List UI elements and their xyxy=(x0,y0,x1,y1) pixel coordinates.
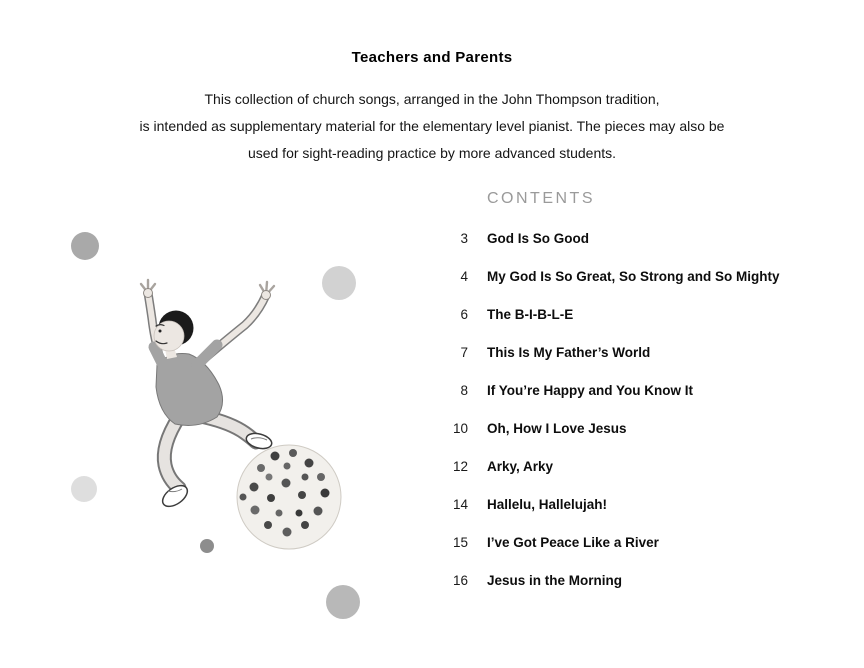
contents-row xyxy=(440,409,840,447)
contents-song-title: This Is My Father’s World xyxy=(487,344,651,360)
contents-page-number: 10 xyxy=(452,420,468,436)
contents-row xyxy=(440,485,840,523)
contents-page-number: 6 xyxy=(460,306,468,322)
intro-line: used for sight-reading practice by more advanced students. xyxy=(247,145,617,161)
contents-page-number: 15 xyxy=(452,534,468,550)
contents-song-title: Oh, How I Love Jesus xyxy=(487,420,627,436)
contents-page-number: 12 xyxy=(452,458,468,474)
child-on-polka-dot-ball-illustration xyxy=(55,225,385,625)
contents-row xyxy=(440,333,840,371)
contents-row xyxy=(440,523,840,561)
intro-line: This collection of church songs, arranged in the John Thompson tradition, xyxy=(204,91,660,107)
page-title: Teachers and Parents xyxy=(351,49,513,66)
contents-row xyxy=(440,257,840,295)
contents-list xyxy=(440,219,840,599)
contents-row xyxy=(440,447,840,485)
contents-page-number: 8 xyxy=(460,382,468,398)
contents-page-number: 14 xyxy=(452,496,468,512)
contents-row xyxy=(440,561,840,599)
contents-song-title: The B-I-B-L-E xyxy=(487,306,574,322)
contents-song-title: Arky, Arky xyxy=(487,458,554,474)
intro-line: is intended as supplementary material for the elementary level pianist. The pieces may also be xyxy=(139,118,725,134)
contents-page-number: 4 xyxy=(460,268,468,284)
polka-dot-ball xyxy=(237,445,341,549)
contents-row xyxy=(440,295,840,333)
contents-row xyxy=(440,219,840,257)
contents-song-title: If You’re Happy and You Know It xyxy=(487,382,694,398)
sneaker-on-ball xyxy=(245,431,274,451)
contents-song-title: God Is So Good xyxy=(487,230,589,246)
contents-page-number: 7 xyxy=(460,344,468,360)
contents-row xyxy=(440,371,840,409)
contents-page-number: 16 xyxy=(452,572,468,588)
child-ball-drawing xyxy=(55,225,385,625)
contents-heading: CONTENTS xyxy=(487,190,595,207)
contents-page-number: 3 xyxy=(460,230,468,246)
contents-song-title: Hallelu, Hallelujah! xyxy=(487,496,608,512)
contents-song-title: I’ve Got Peace Like a River xyxy=(487,534,659,550)
intro-paragraph xyxy=(0,86,864,167)
contents-song-title: My God Is So Great, So Strong and So Mighty xyxy=(487,268,780,284)
contents-song-title: Jesus in the Morning xyxy=(487,572,623,588)
